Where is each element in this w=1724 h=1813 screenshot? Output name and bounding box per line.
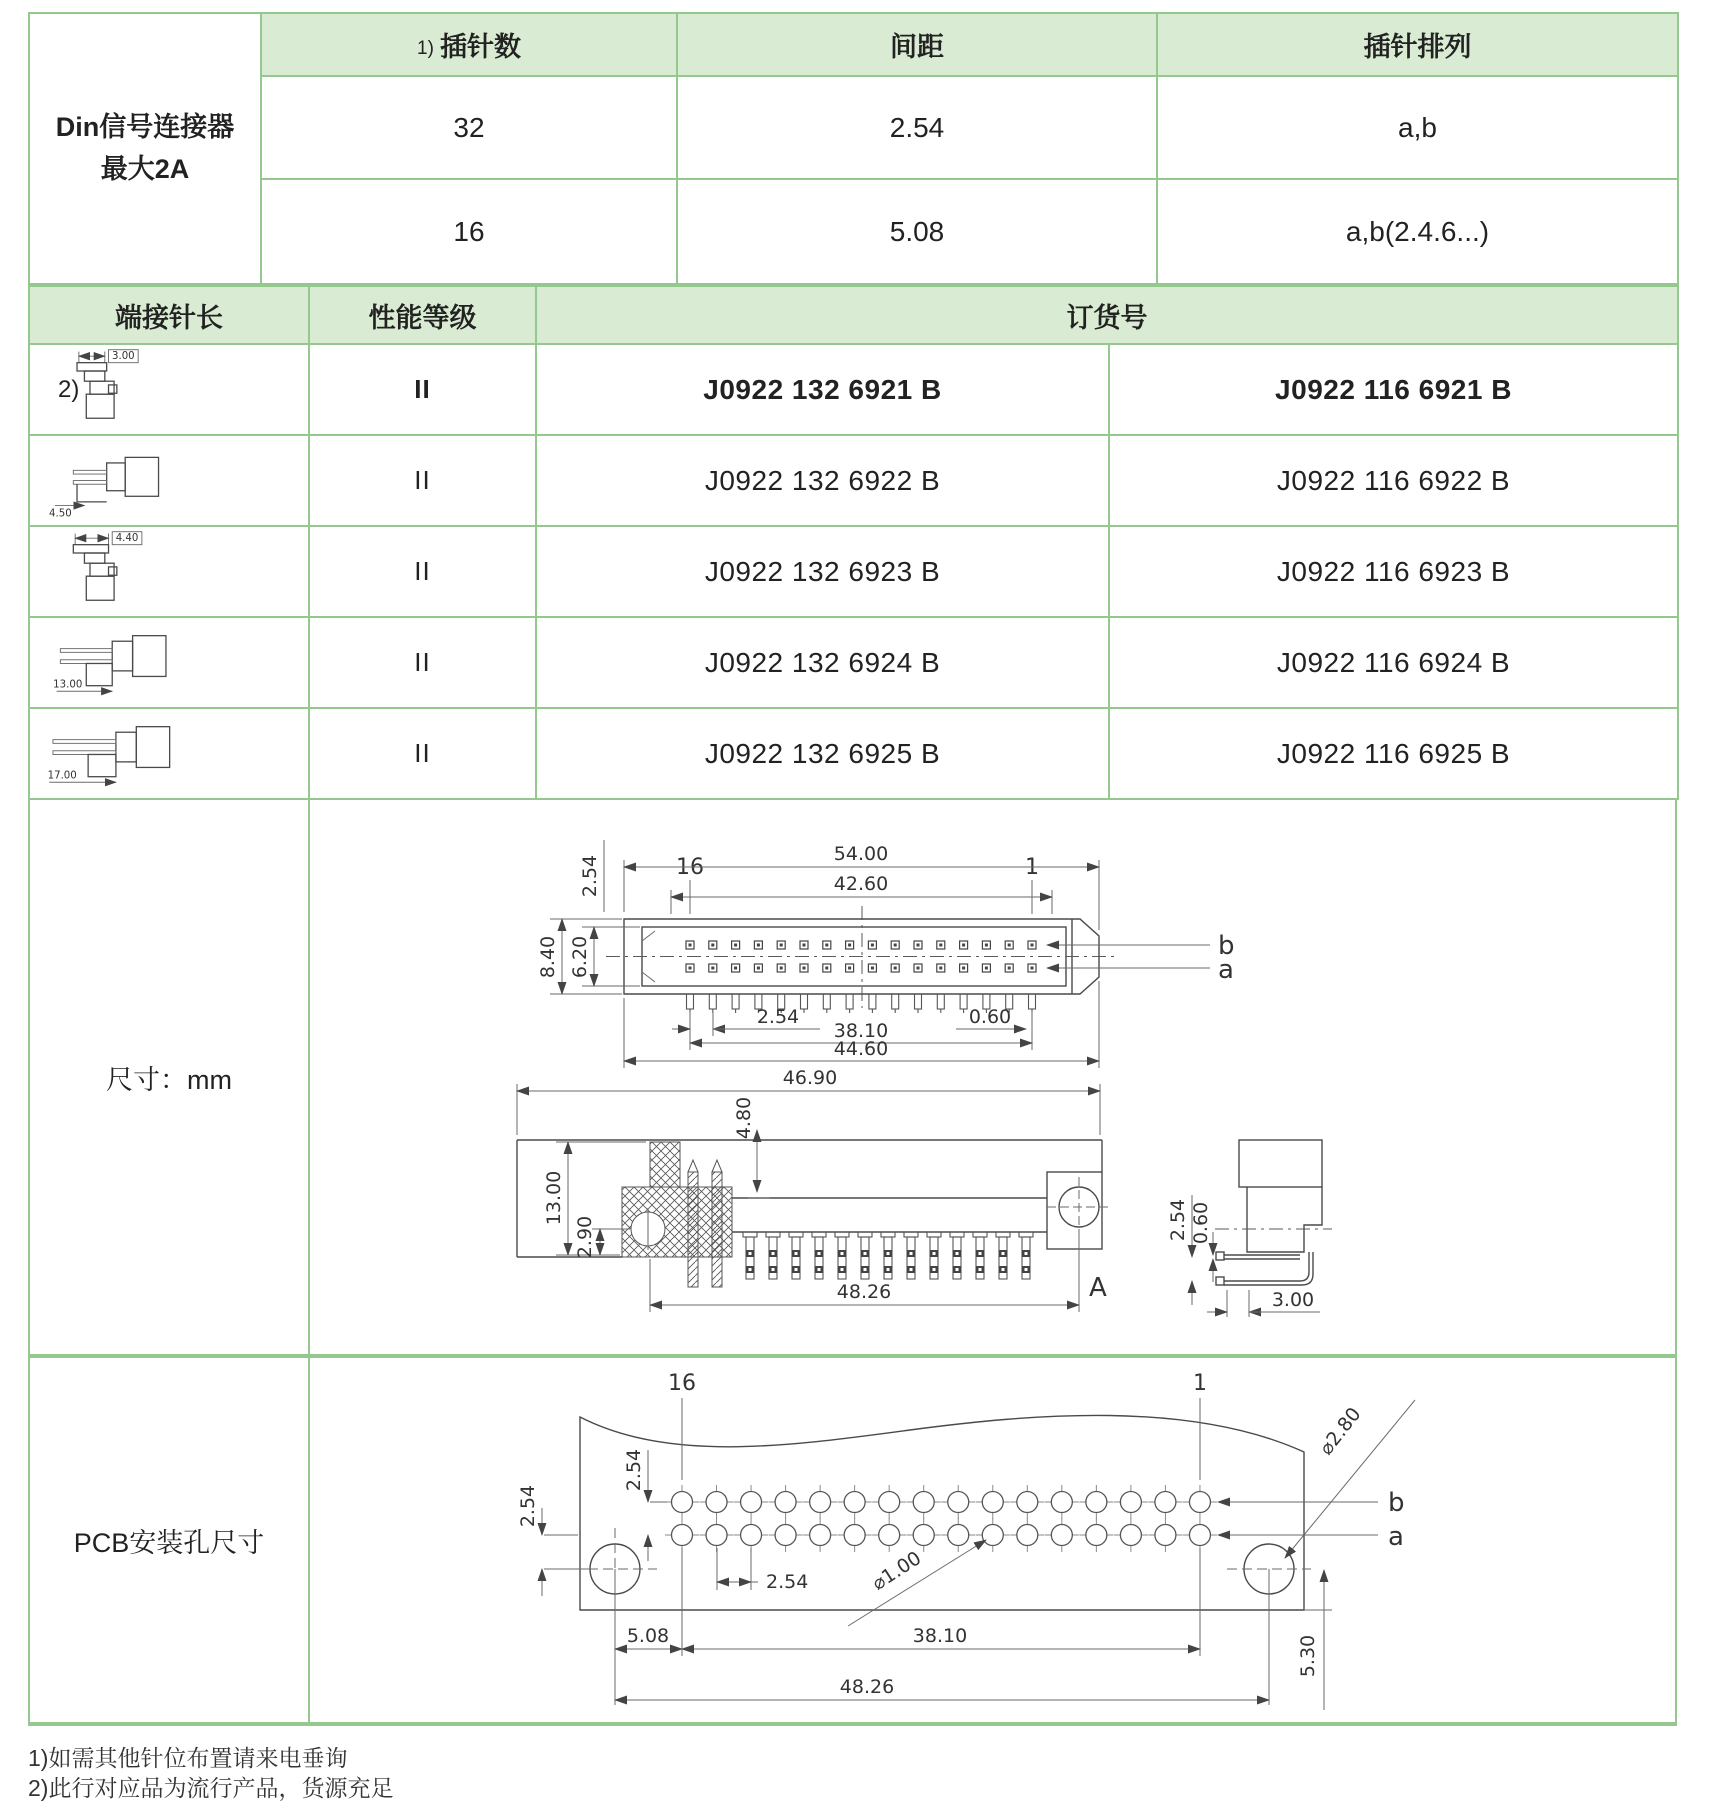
order-116-6922: J0922 116 6922 B — [1109, 435, 1678, 526]
dim-17-00: 17.00 — [47, 770, 77, 782]
detail-dim-0-60: 0.60 — [1190, 1201, 1212, 1245]
dim-46-90: 46.90 — [782, 1067, 838, 1089]
product-rating: 最大2A — [100, 153, 190, 184]
footnote-1: 1)如需其他针位布置请来电垂询 — [28, 1745, 348, 1771]
connector-front-view — [537, 840, 1235, 1068]
detail-dim-2-54: 2.54 — [1167, 1198, 1189, 1242]
order-116-6925: J0922 116 6925 B — [1109, 708, 1678, 799]
front-row-b-label: b — [1218, 931, 1235, 961]
dim-42-60: 42.60 — [833, 873, 889, 895]
grade-row-5: II — [309, 708, 536, 799]
pin-style-drawing-horizontal-4-5mm — [30, 437, 200, 525]
pcb-dim-5-08: 5.08 — [626, 1625, 670, 1647]
dim-13-00: 13.00 — [53, 679, 83, 691]
pcb-dim-48-26: 48.26 — [839, 1676, 895, 1698]
dim-48-26: 48.26 — [836, 1281, 892, 1303]
order-132-6924: J0922 132 6924 B — [536, 617, 1109, 708]
connector-dimension-drawing — [310, 800, 1679, 1354]
dim-54-00: 54.00 — [833, 843, 889, 865]
pcb-dim-38-10: 38.10 — [912, 1625, 968, 1647]
pin-style-drawing-vertical-4-4mm — [30, 528, 200, 616]
order-132-6923: J0922 132 6923 B — [536, 526, 1109, 617]
footnote-ref-1: 1) — [417, 38, 434, 59]
order-116-6923: J0922 116 6923 B — [1109, 526, 1678, 617]
front-pin1-label: 1 — [1025, 855, 1039, 880]
header-pin-count: 1) 插针数 — [261, 13, 677, 76]
front-row-a-label: a — [1218, 955, 1234, 985]
section-a-label: A — [1089, 1273, 1107, 1303]
header-pitch: 间距 — [677, 13, 1157, 76]
pcb-pin1-label: 1 — [1193, 1371, 1207, 1396]
dim-8-40: 8.40 — [537, 935, 559, 979]
dimensions-drawing-area — [310, 800, 1675, 1354]
dim-0-60: 0.60 — [968, 1006, 1012, 1028]
arrangement-ab246: a,b(2.4.6...) — [1157, 179, 1678, 284]
pcb-dim-2-54-inner: 2.54 — [623, 1448, 645, 1492]
dim-44-60: 44.60 — [833, 1038, 889, 1060]
dim-2-90: 2.90 — [574, 1215, 596, 1259]
dim-6-20: 6.20 — [569, 935, 591, 979]
pin-style-cell-3 — [29, 526, 309, 617]
pcb-dim-dia-1-00: ⌀1.00 — [868, 1547, 926, 1595]
pin-style-drawing-vertical-3mm — [30, 346, 200, 434]
dim-2-54-vertical: 2.54 — [579, 854, 601, 898]
front-pin16-label: 16 — [676, 855, 704, 880]
footnote-2: 2)此行对应品为流行产品，货源充足 — [28, 1775, 394, 1801]
pin-count-16: 16 — [261, 179, 677, 284]
pcb-dim-5-30: 5.30 — [1297, 1634, 1319, 1678]
pcb-label: PCB安装孔尺寸 — [30, 1358, 310, 1722]
grade-row-2: II — [309, 435, 536, 526]
order-116-6924: J0922 116 6924 B — [1109, 617, 1678, 708]
dim-2-54-pitch: 2.54 — [756, 1006, 800, 1028]
pin-style-cell-1 — [29, 344, 309, 435]
spec-table — [28, 12, 1679, 285]
dim-13-00: 13.00 — [543, 1170, 565, 1226]
grade-row-1: II — [309, 344, 536, 435]
pcb-row-b-label: b — [1388, 1488, 1405, 1518]
pin-style-drawing-horizontal-17mm — [30, 710, 200, 798]
pcb-dim-2-54-left: 2.54 — [517, 1484, 539, 1528]
dim-4-40: 4.40 — [115, 532, 139, 544]
grade-row-3: II — [309, 526, 536, 617]
dim-3-00: 3.00 — [112, 350, 135, 362]
product-name: Din信号连接器 — [55, 111, 235, 142]
header-grade: 性能等级 — [309, 286, 536, 344]
product-name-cell — [29, 13, 261, 284]
dim-4-80: 4.80 — [733, 1096, 755, 1140]
pcb-dim-2-54-pitch: 2.54 — [766, 1571, 809, 1593]
detail-dim-3-00: 3.00 — [1271, 1289, 1315, 1311]
pin-style-cell-4 — [29, 617, 309, 708]
dim-38-10: 38.10 — [833, 1020, 889, 1042]
header-pin-length: 端接针长 — [29, 286, 309, 344]
footnote-ref-2: 2) — [58, 375, 80, 403]
pcb-hole-layout-drawing — [310, 1358, 1679, 1722]
pitch-508: 5.08 — [677, 179, 1157, 284]
header-arrangement: 插针排列 — [1157, 13, 1678, 76]
header-order-number: 订货号 — [536, 286, 1678, 344]
order-132-6921: J0922 132 6921 B — [536, 344, 1109, 435]
pcb-row-a-label: a — [1388, 1522, 1404, 1552]
pcb-pin16-label: 16 — [668, 1371, 696, 1396]
pin-style-cell-5 — [29, 708, 309, 799]
pin-count-32: 32 — [261, 76, 677, 179]
grade-row-4: II — [309, 617, 536, 708]
order-table — [28, 285, 1679, 800]
pcb-drawing-area — [310, 1358, 1675, 1722]
connector-side-view — [517, 1067, 1111, 1312]
dim-4-50: 4.50 — [49, 508, 72, 520]
dimensions-label: 尺寸：mm — [30, 800, 310, 1354]
connector-detail-view — [1167, 1140, 1332, 1317]
order-132-6925: J0922 132 6925 B — [536, 708, 1109, 799]
pin-style-drawing-horizontal-13mm — [30, 619, 200, 707]
pcb-dim-dia-2-80: ⌀2.80 — [1315, 1403, 1366, 1460]
arrangement-ab: a,b — [1157, 76, 1678, 179]
dimensions-section — [28, 798, 1677, 1356]
order-132-6922: J0922 132 6922 B — [536, 435, 1109, 526]
order-116-6921: J0922 116 6921 B — [1109, 344, 1678, 435]
pin-style-cell-2 — [29, 435, 309, 526]
pcb-section — [28, 1356, 1677, 1726]
pitch-254: 2.54 — [677, 76, 1157, 179]
